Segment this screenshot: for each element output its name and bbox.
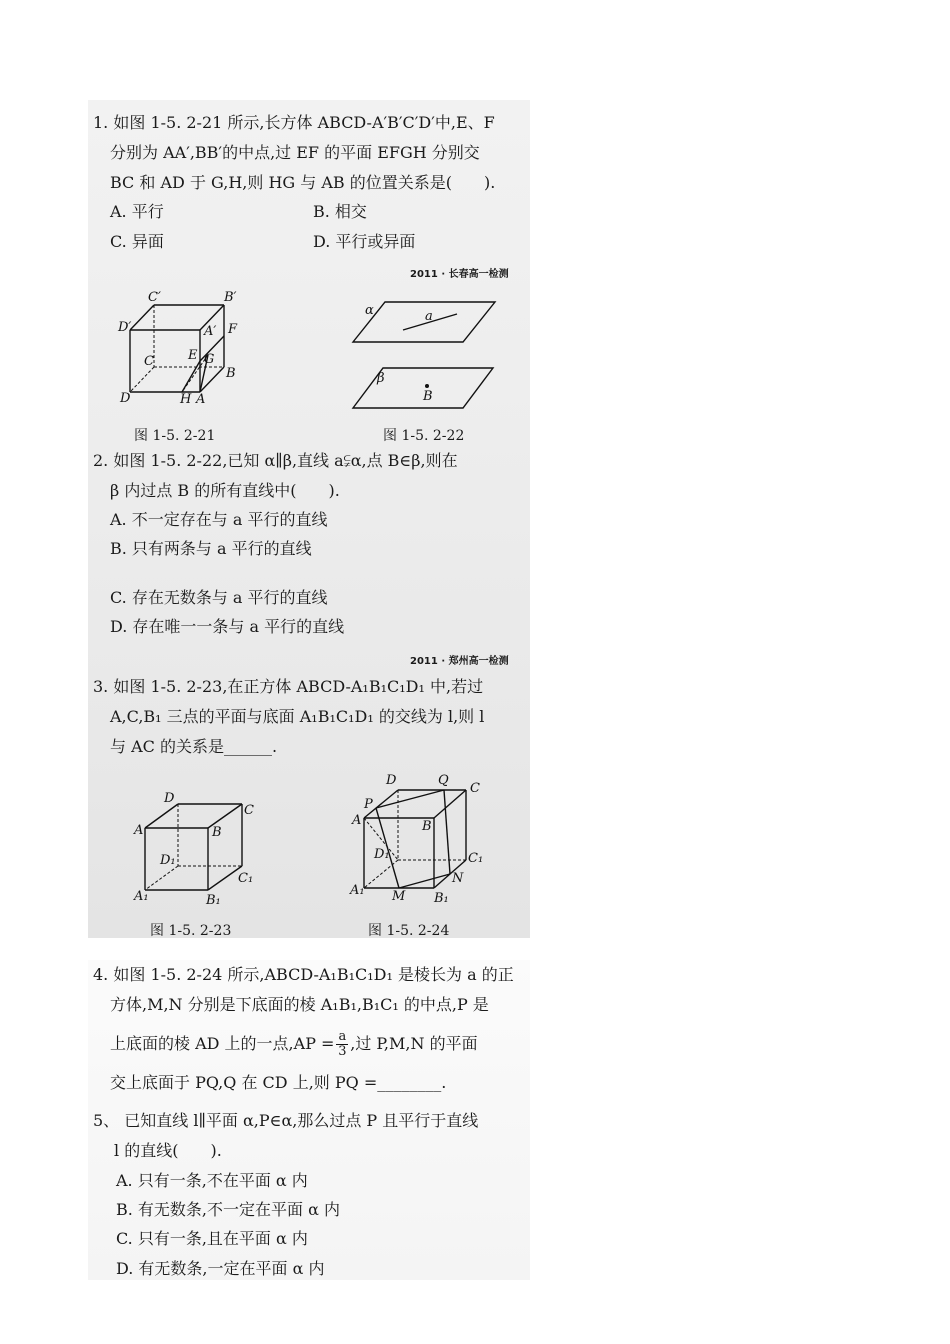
point-b (425, 384, 429, 388)
label: C₁ (238, 871, 254, 886)
q4-line-1: 4. 如图 1-5. 2-24 所示,ABCD-A₁B₁C₁D₁ 是棱长为 a 的正 (93, 965, 514, 984)
edge (434, 790, 466, 818)
q5-line-2: l 的直线( ). (114, 1141, 222, 1160)
q1-source-tag: 2011 · 长春高一检测 (410, 269, 509, 280)
q5-line-1: 5、 已知直线 l∥平面 α,P∈α,那么过点 P 且平行于直线 (93, 1111, 479, 1130)
q1-line-2: 分别为 AA′,BB′的中点,过 EF 的平面 EFGH 分别交 (110, 143, 480, 162)
q2-option-c: C. 存在无数条与 a 平行的直线 (110, 588, 328, 607)
hidden-edge (145, 866, 178, 890)
label: D (120, 391, 131, 406)
label: A₁ (350, 883, 365, 898)
label: C₁ (468, 851, 484, 866)
label: C′ (148, 290, 161, 305)
label: H (180, 392, 192, 407)
label: A₁ (134, 889, 149, 904)
label: B (422, 819, 432, 834)
figure-1-5-2-22 (345, 290, 505, 415)
q1-option-b: B. 相交 (313, 202, 367, 221)
q4-line-3-post: ,过 P,M,N 的平面 (350, 1034, 478, 1053)
q2-option-d: D. 存在唯一一条与 a 平行的直线 (110, 617, 345, 636)
label: A (134, 823, 144, 838)
label: C (470, 781, 480, 796)
hidden-edge (130, 367, 154, 392)
label: F (228, 322, 238, 337)
label: B₁ (434, 891, 449, 906)
edge (130, 305, 154, 330)
q3-line-3: 与 AC 的关系是______. (110, 737, 278, 756)
edge (200, 367, 224, 392)
label: C (244, 803, 254, 818)
section-qn (444, 790, 450, 874)
label: D (386, 773, 397, 788)
q4-line-2: 方体,M,N 分别是下底面的棱 A₁B₁,B₁C₁ 的中点,P 是 (110, 995, 489, 1014)
figure-1-5-2-23 (130, 792, 270, 912)
label: A (352, 813, 362, 828)
q4-line-3-pre: 上底面的棱 AD 上的一点,AP = (110, 1034, 335, 1053)
q5-option-c: C. 只有一条,且在平面 α 内 (116, 1229, 308, 1248)
hidden-edge (364, 860, 398, 888)
label: a (425, 309, 433, 324)
label: β (377, 371, 385, 386)
label: P (364, 797, 373, 812)
label: D₁ (160, 853, 176, 868)
q1-option-c: C. 异面 (110, 232, 164, 251)
label: D (164, 792, 175, 806)
label: G (204, 352, 215, 367)
label: C (144, 354, 154, 369)
label: B (212, 825, 222, 840)
label: A′ (204, 324, 217, 339)
label: D′ (118, 320, 132, 335)
q4-line-4: 交上底面于 PQ,Q 在 CD 上,则 PQ =________. (110, 1073, 447, 1092)
label: B′ (224, 290, 237, 305)
plane-alpha (353, 302, 495, 342)
q5-option-d: D. 有无数条,一定在平面 α 内 (116, 1259, 325, 1278)
label: α (365, 303, 374, 318)
q2-option-b: B. 只有两条与 a 平行的直线 (110, 539, 312, 558)
label: E (188, 348, 198, 363)
fraction-denominator: 3 (338, 1044, 347, 1059)
fig21-caption: 图 1-5. 2-21 (134, 428, 216, 444)
q2-line-2: β 内过点 B 的所有直线中( ). (110, 481, 340, 500)
fraction-a-over-3 (336, 1030, 348, 1059)
section-line (182, 361, 200, 392)
fraction-numerator: a (338, 1029, 347, 1044)
q1-option-a: A. 平行 (110, 202, 164, 221)
q2-option-a: A. 不一定存在与 a 平行的直线 (110, 510, 328, 529)
q5-option-b: B. 有无数条,不一定在平面 α 内 (116, 1200, 340, 1219)
q1-line-1: 1. 如图 1-5. 2-21 所示,长方体 ABCD-A′B′C′D′中,E、F (93, 113, 495, 132)
edge (208, 866, 242, 890)
q1-option-d: D. 平行或异面 (313, 232, 416, 251)
label: B (226, 366, 236, 381)
label: A (196, 392, 206, 407)
label: N (452, 871, 464, 886)
q3-line-1: 3. 如图 1-5. 2-23,在正方体 ABCD-A₁B₁C₁D₁ 中,若过 (93, 677, 484, 696)
q1-line-3: BC 和 AD 于 G,H,则 HG 与 AB 的位置关系是( ). (110, 173, 496, 192)
edge (145, 804, 178, 828)
label: B (423, 389, 433, 404)
q3-line-2: A,C,B₁ 三点的平面与底面 A₁B₁C₁D₁ 的交线为 l,则 l (110, 707, 485, 726)
q5-option-a: A. 只有一条,不在平面 α 内 (116, 1171, 308, 1190)
fig24-caption: 图 1-5. 2-24 (368, 923, 450, 939)
label: D₁ (374, 847, 390, 862)
label: M (392, 889, 406, 904)
fig23-caption: 图 1-5. 2-23 (150, 923, 232, 939)
fig22-caption: 图 1-5. 2-22 (383, 428, 465, 444)
q2-line-1: 2. 如图 1-5. 2-22,已知 α∥β,直线 a⫋α,点 B∈β,则在 (93, 451, 458, 470)
q2-source-tag: 2011 · 郑州高一检测 (410, 656, 509, 667)
figure-1-5-2-24 (346, 770, 496, 908)
q4-line-3 (110, 1030, 478, 1059)
label: B₁ (206, 893, 221, 908)
label: Q (438, 773, 449, 788)
figure-1-5-2-21 (112, 285, 262, 410)
